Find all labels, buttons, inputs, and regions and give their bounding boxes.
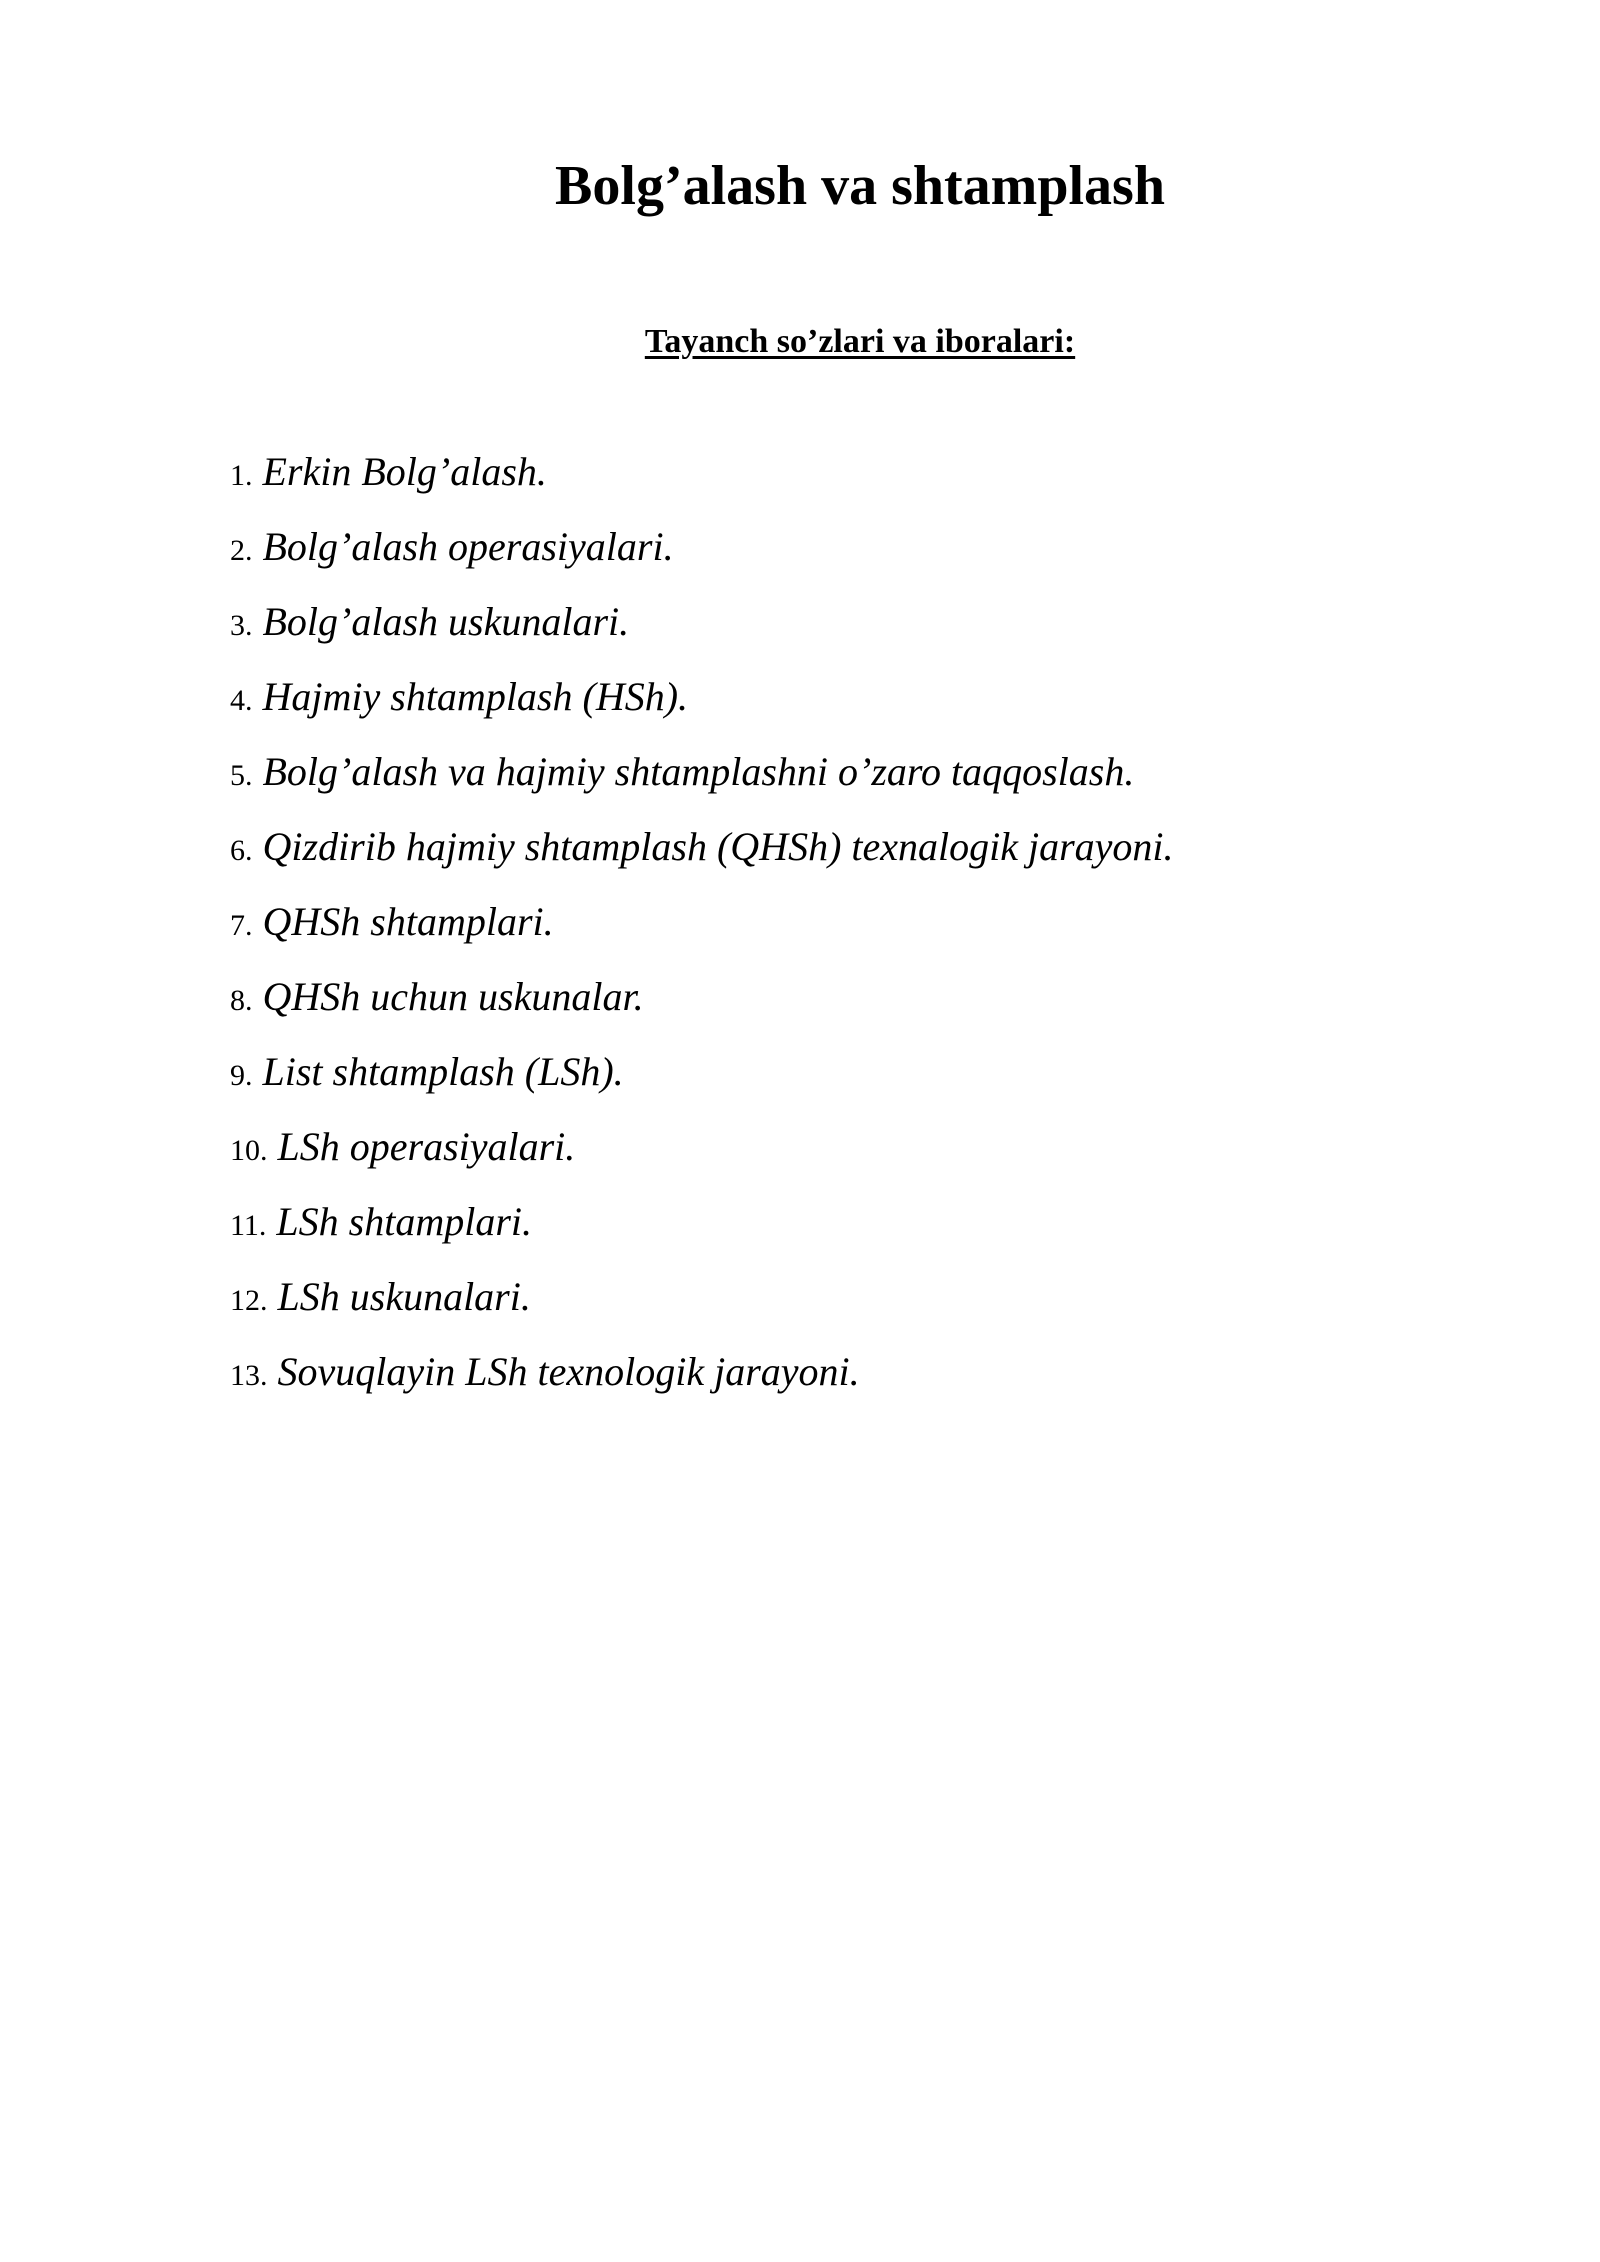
keyword-list <box>230 448 1174 1423</box>
list-item <box>230 973 1174 1048</box>
list-item-text: Bolg’alash va hajmiy shtamplashni o’zaro taqqoslash. <box>262 749 1135 794</box>
list-item <box>230 448 1174 523</box>
list-item <box>230 673 1174 748</box>
list-item <box>230 1273 1174 1348</box>
list-item-text: Erkin Bolg’alash. <box>262 449 547 494</box>
list-item <box>230 1198 1174 1273</box>
list-item-number: 5. <box>230 759 253 792</box>
list-item <box>230 523 1174 598</box>
list-item <box>230 1123 1174 1198</box>
list-item-text: LSh operasiyalari. <box>277 1124 576 1169</box>
section-subtitle: Tayanch so’zlari va iboralari: <box>644 323 1076 360</box>
list-item-text: LSh uskunalari. <box>277 1274 531 1319</box>
list-item <box>230 598 1174 673</box>
list-item-text: Hajmiy shtamplash (HSh). <box>262 674 689 719</box>
list-item-text: Sovuqlayin LSh texnologik jarayoni. <box>277 1349 860 1394</box>
list-item <box>230 1048 1174 1123</box>
list-item-text: QHSh uchun uskunalar. <box>262 974 644 1019</box>
list-item-text: Bolg’alash operasiyalari. <box>262 524 674 569</box>
list-item-number: 8. <box>230 984 253 1017</box>
list-item-text: List shtamplash (LSh). <box>262 1049 624 1094</box>
list-item <box>230 898 1174 973</box>
list-item-number: 6. <box>230 834 253 867</box>
list-item-text: LSh shtamplari. <box>276 1199 532 1244</box>
list-item-number: 13. <box>230 1359 268 1392</box>
list-item-number: 2. <box>230 534 253 567</box>
list-item <box>230 823 1174 898</box>
list-item <box>230 1348 1174 1423</box>
page-title: Bolg’alash va shtamplash <box>555 155 1165 217</box>
list-item-number: 11. <box>230 1209 267 1242</box>
list-item-number: 10. <box>230 1134 268 1167</box>
list-item-text: Qizdirib hajmiy shtamplash (QHSh) texnalogik jarayoni. <box>262 824 1174 869</box>
list-item-number: 4. <box>230 684 253 717</box>
list-item-number: 9. <box>230 1059 253 1092</box>
list-item-number: 1. <box>230 459 253 492</box>
list-item-text: Bolg’alash uskunalari. <box>262 599 630 644</box>
list-item-number: 3. <box>230 609 253 642</box>
list-item <box>230 748 1174 823</box>
list-item-number: 12. <box>230 1284 268 1317</box>
list-item-number: 7. <box>230 909 253 942</box>
list-item-text: QHSh shtamplari. <box>262 899 554 944</box>
